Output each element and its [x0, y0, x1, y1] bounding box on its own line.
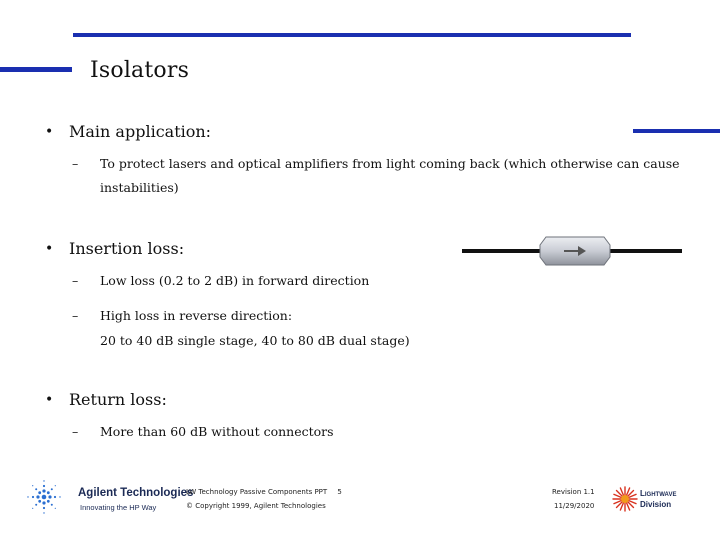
sub-text-line1: To protect lasers and optical amplifiers from light coming back (which otherwise can cause [100, 156, 680, 171]
sub-text-line1: Low loss (0.2 to 2 dB) in forward direction [100, 273, 370, 288]
agilent-starburst-icon [26, 479, 62, 515]
bullet-main-application [45, 121, 445, 145]
left-accent-bar [0, 67, 72, 72]
bullet-label: Insertion loss: [69, 239, 185, 258]
footer-file-name: LW Technology Passive Components PPT [186, 488, 328, 496]
footer-date: 11/29/2020 [554, 502, 595, 510]
bullet-glyph: • [45, 124, 54, 140]
footer-page-number: 5 [337, 488, 342, 496]
footer-copyright: © Copyright 1999, Agilent Technologies [186, 502, 326, 510]
division-word: Division [640, 500, 672, 509]
dash-glyph: – [72, 273, 79, 288]
agilent-company-name: Agilent Technologies [78, 487, 194, 499]
slide-title: Isolators [90, 58, 190, 83]
isolator-diagram-icon [462, 234, 682, 268]
sub-text-line1: More than 60 dB without connectors [100, 424, 334, 439]
footer-file-line [186, 488, 342, 496]
lightwave-division-name [640, 488, 676, 510]
right-accent-bar [633, 129, 720, 133]
top-accent-bar [73, 33, 631, 37]
dash-glyph: – [72, 156, 79, 171]
bullet-return-loss [45, 389, 345, 413]
bullet-insertion-loss [45, 238, 345, 262]
sub-text-line1: High loss in reverse direction: [100, 308, 293, 323]
dash-glyph: – [72, 308, 79, 323]
agilent-tagline: Innovating the HP Way [80, 503, 157, 512]
bullet-glyph: • [45, 392, 54, 408]
bullet-label: Return loss: [69, 390, 167, 409]
bullet-label: Main application: [69, 122, 212, 141]
sub-high-loss [72, 305, 492, 353]
sub-low-loss [72, 270, 472, 292]
sub-text-line2: 20 to 40 dB single stage, 40 to 80 dB dual stage) [100, 333, 410, 348]
footer-revision: Revision 1.1 [552, 488, 595, 496]
bullet-glyph: • [45, 241, 54, 257]
dash-glyph: – [72, 424, 79, 439]
lightwave-word: Lightwave [640, 489, 677, 498]
sub-protect-lasers [72, 153, 680, 201]
lightwave-burst-icon [612, 486, 638, 512]
sub-more-than-60db [72, 421, 472, 443]
sub-text-line2: instabilities) [100, 180, 179, 195]
